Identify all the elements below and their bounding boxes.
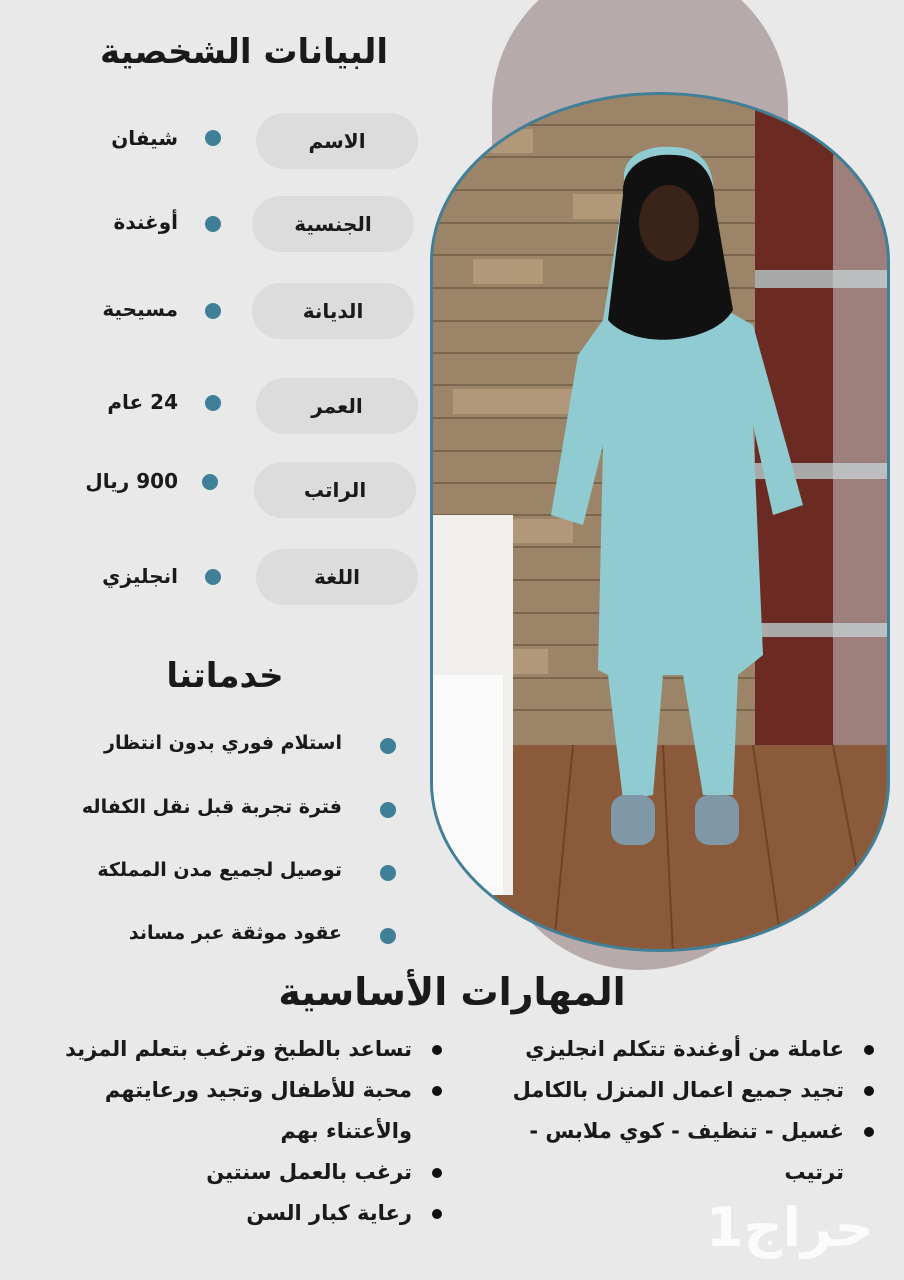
bullet-dot: [205, 130, 221, 146]
haraj-watermark: حراج1: [706, 1196, 874, 1259]
value-religion: مسيحية: [102, 297, 178, 321]
skill-item-continuation: والأعتناء بهم: [280, 1119, 412, 1143]
service-text: توصيل لجميع مدن المملكة: [97, 859, 342, 881]
services-title: خدماتنا: [166, 656, 284, 696]
label-pill-salary: الراتب: [254, 462, 416, 518]
worker-photo: [430, 92, 890, 952]
label-pill-language: اللغة: [256, 549, 418, 605]
bullet-dot: [205, 216, 221, 232]
skill-item: عاملة من أوغندة تتكلم انجليزي: [513, 1029, 880, 1070]
value-salary: 900 ريال: [85, 469, 178, 493]
service-text: استلام فوري بدون انتظار: [104, 732, 342, 754]
label-pill-name: الاسم: [256, 113, 418, 169]
label-pill-age: العمر: [256, 378, 418, 434]
skill-item: غسيل - تنظيف - كوي ملابس -: [513, 1111, 880, 1152]
value-language: انجليزي: [102, 564, 178, 588]
skill-item: تجيد جميع اعمال المنزل بالكامل: [513, 1070, 880, 1111]
label-pill-nationality: الجنسية: [252, 196, 414, 252]
bullet-dot: [205, 395, 221, 411]
service-text: فترة تجربة قبل نقل الكفاله: [81, 796, 342, 818]
skill-item: ترغب بالعمل سنتين: [65, 1152, 448, 1193]
skills-list-left: [65, 1029, 448, 1234]
bullet-dot: [380, 865, 396, 881]
skill-item: محبة للأطفال وتجيد ورعايتهم: [65, 1070, 448, 1111]
bullet-dot: [205, 303, 221, 319]
bullet-dot: [380, 738, 396, 754]
skill-item-continuation: ترتيب: [784, 1160, 844, 1184]
service-text: عقود موثقة عبر مساند: [128, 922, 342, 944]
label-pill-religion: الديانة: [252, 283, 414, 339]
skill-item: رعاية كبار السن: [65, 1193, 448, 1234]
bullet-dot: [202, 474, 218, 490]
bullet-dot: [205, 569, 221, 585]
skill-item: تساعد بالطبخ وترغب بتعلم المزيد: [65, 1029, 448, 1070]
value-name: شيفان: [111, 126, 178, 150]
skills-list-right: [513, 1029, 880, 1193]
bullet-dot: [380, 802, 396, 818]
skills-title: المهارات الأساسية: [278, 970, 626, 1014]
personal-data-title: البيانات الشخصية: [99, 32, 388, 72]
value-nationality: أوغندة: [113, 210, 178, 234]
value-age: 24 عام: [107, 390, 178, 414]
bullet-dot: [380, 928, 396, 944]
